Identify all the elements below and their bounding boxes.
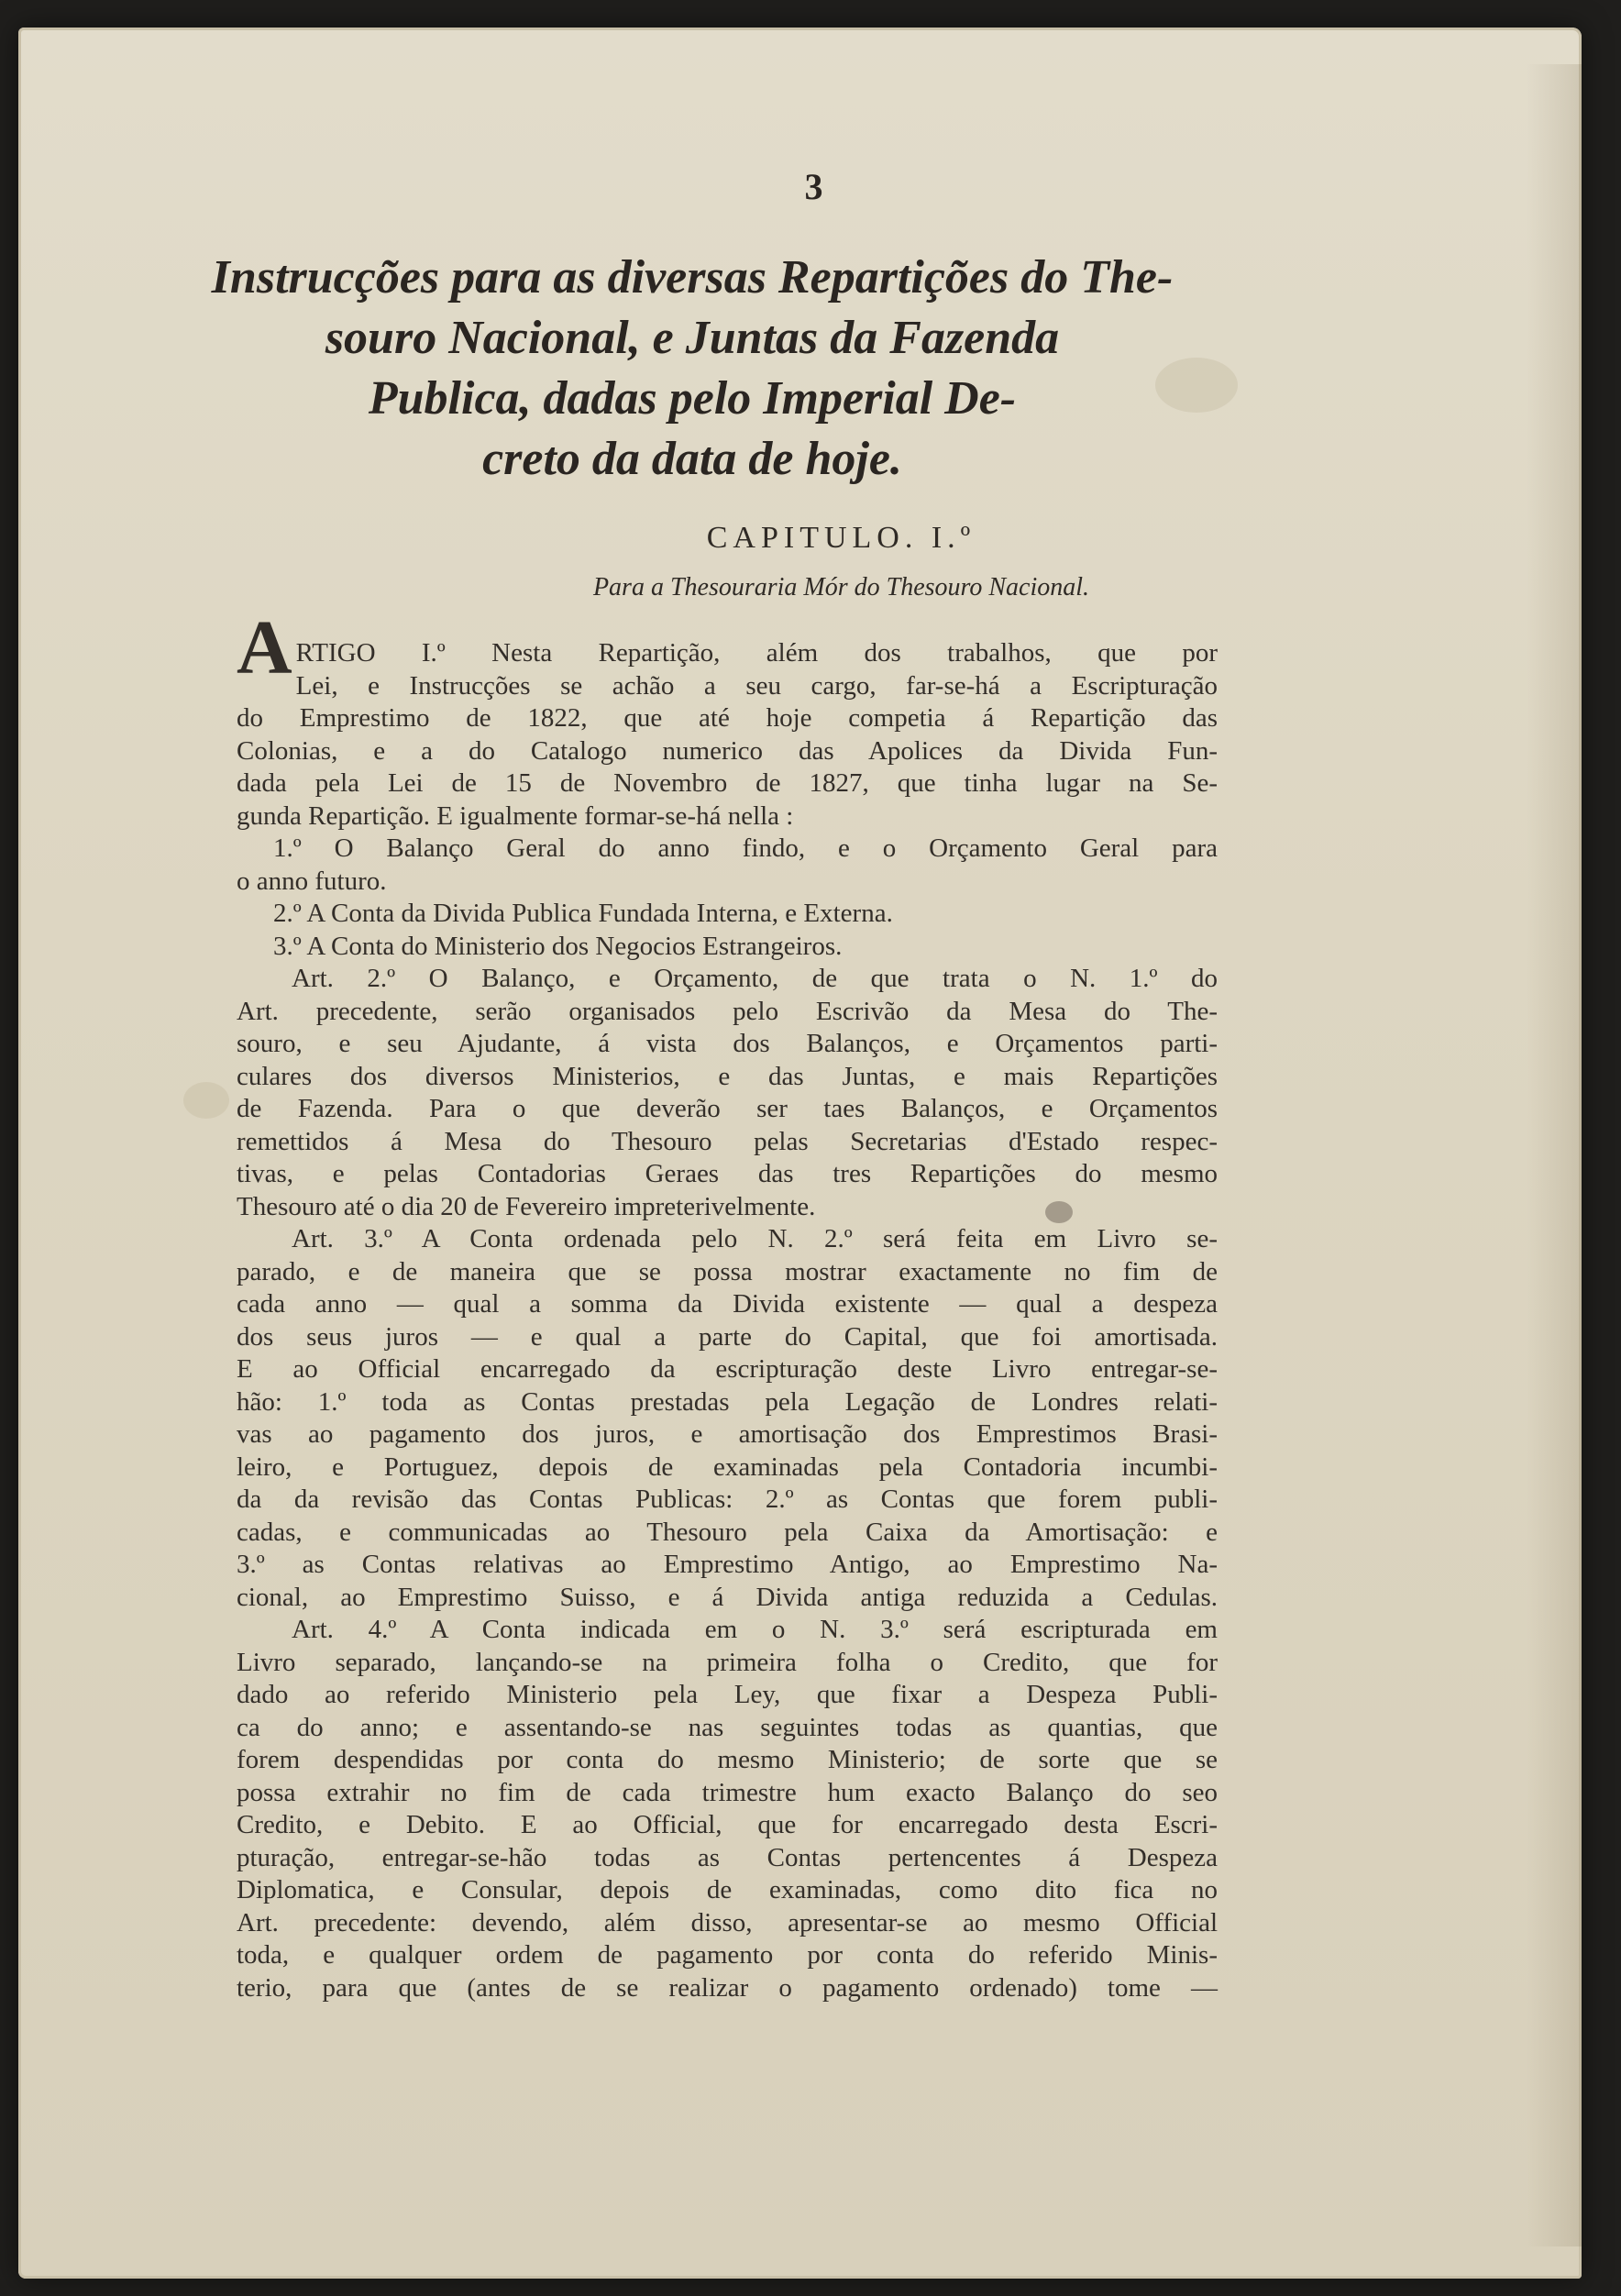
text-line: dado ao referido Ministerio pela Ley, que fixar a Despeza Publi- (237, 1680, 1218, 1709)
text-line: possa extrahir no fim de cada trimestre hum exacto Balanço do seo (237, 1777, 1218, 1807)
text-line: Credito, e Debito. E ao Official, que for encarregado desta Escri- (237, 1810, 1218, 1839)
title-line: creto da data de hoje. (482, 433, 902, 485)
title-line: souro Nacional, e Juntas da Fazenda (325, 312, 1060, 364)
text-line: da da revisão das Contas Publicas: 2.º as Contas que forem publi- (237, 1485, 1218, 1514)
section-subheading: Para a Thesouraria Mór do Thesouro Nacional. (592, 573, 1090, 602)
text-line: remettidos á Mesa do Thesouro pelas Secretarias d'Estado respec- (237, 1126, 1218, 1156)
document-page (18, 28, 1582, 2279)
text-line: Art. precedente: devendo, além disso, apresentar-se ao mesmo Official (237, 1907, 1218, 1937)
text-line: Art. 2.º O Balanço, e Orçamento, de que trata o N. 1.º do (292, 964, 1218, 993)
text-line: culares dos diversos Ministerios, e das Juntas, e mais Repartições (237, 1061, 1218, 1091)
text-line: cadas, e communicadas ao Thesouro pela Caixa da Amortisação: e (237, 1517, 1218, 1547)
text-line: 3.º A Conta do Ministerio dos Negocios Estrangeiros. (273, 931, 843, 961)
drop-cap: A (237, 605, 292, 690)
text-line: Livro separado, lançando-se na primeira folha o Credito, que for (237, 1647, 1218, 1677)
text-line: do Emprestimo de 1822, que até hoje competia á Repartição das (237, 703, 1218, 733)
text-line: gunda Repartição. E igualmente formar-se-há nella : (237, 800, 794, 831)
text-line: RTIGO I.º Nesta Repartição, além dos trabalhos, que por (295, 638, 1218, 668)
text-line: hão: 1.º toda as Contas prestadas pela Legação de Londres relati- (237, 1386, 1218, 1417)
title-line: Publica, dadas pelo Imperial De- (368, 372, 1017, 425)
text-line: E ao Official encarregado da escripturação deste Livro entregar-se- (237, 1354, 1218, 1384)
paper-stain (183, 1082, 229, 1119)
text-line: Art. 3.º A Conta ordenada pelo N. 2.º será feita em Livro se- (292, 1224, 1218, 1253)
text-line: Thesouro até o dia 20 de Fevereiro impreterivelmente. (237, 1191, 816, 1221)
text-line: pturação, entregar-se-hão todas as Contas pertencentes á Despeza (237, 1842, 1218, 1872)
body-text (237, 605, 1218, 2004)
title-line: Instrucções para as diversas Repartições do The- (211, 251, 1174, 304)
text-line: Art. 4.º A Conta indicada em o N. 3.º será escripturada em (292, 1615, 1218, 1644)
text-line: ca do anno; e assentando-se nas seguintes todas as quantias, que (237, 1712, 1218, 1742)
text-line: Colonias, e a do Catalogo numerico das Apolices da Divida Fun- (237, 735, 1218, 766)
text-line: Art. precedente, serão organisados pelo Escrivão da Mesa do The- (237, 996, 1218, 1026)
text-line: souro, e seu Ajudante, á vista dos Balanços, e Orçamentos parti- (237, 1029, 1218, 1058)
text-line: cional, ao Emprestimo Suisso, e á Divida antiga reduzida a Cedulas. (237, 1582, 1218, 1612)
text-line: cada anno — qual a somma da Divida existente — qual a despeza (237, 1289, 1218, 1319)
text-line: o anno futuro. (237, 866, 387, 896)
text-line: de Fazenda. Para o que deverão ser taes Balanços, e Orçamentos (237, 1094, 1218, 1123)
page-number: 3 (804, 166, 823, 207)
text-line: dada pela Lei de 15 de Novembro de 1827, que tinha lugar na Se- (237, 768, 1218, 798)
text-line: Diplomatica, e Consular, depois de examinadas, como dito fica no (237, 1875, 1218, 1904)
text-line: Lei, e Instrucções se achão a seu cargo, far-se-há a Escripturação (295, 670, 1218, 701)
page-edge-shadow (1527, 64, 1582, 2246)
text-line: terio, para que (antes de se realizar o pagamento ordenado) tome — (237, 1972, 1218, 2003)
text-line: dos seus juros — e qual a parte do Capital, que foi amortisada. (237, 1321, 1218, 1352)
text-line: 1.º O Balanço Geral do anno findo, e o Orçamento Geral para (273, 833, 1218, 863)
text-line: 2.º A Conta da Divida Publica Fundada Interna, e Externa. (273, 899, 893, 928)
chapter-heading: CAPITULO. I.º (706, 521, 976, 555)
text-line: parado, e de maneira que se possa mostrar exactamente no fim de (237, 1256, 1218, 1286)
text-line: forem despendidas por conta do mesmo Ministerio; de sorte que se (237, 1745, 1218, 1774)
text-line: vas ao pagamento dos juros, e amortisação dos Emprestimos Brasi- (237, 1419, 1218, 1449)
text-line: leiro, e Portuguez, depois de examinadas pela Contadoria incumbi- (237, 1452, 1218, 1482)
text-line: 3.º as Contas relativas ao Emprestimo Antigo, ao Emprestimo Na- (237, 1550, 1218, 1579)
text-line: toda, e qualquer ordem de pagamento por conta do referido Minis- (237, 1940, 1218, 1970)
document-title (211, 248, 1174, 490)
text-line: tivas, e pelas Contadorias Geraes das tres Repartições do mesmo (237, 1159, 1218, 1188)
